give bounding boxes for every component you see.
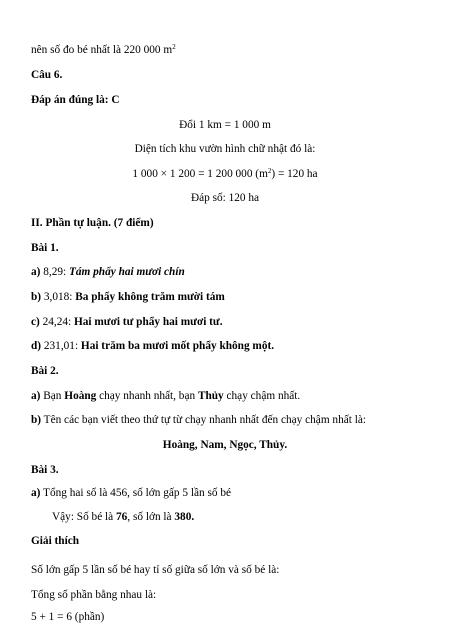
- answer-line: Đáp án đúng là: C: [31, 94, 120, 106]
- calc-part-b: ) = 120 ha: [271, 168, 318, 180]
- item-words: Hai mươi tư phẩy hai mươi tư.: [74, 316, 223, 328]
- section-heading-essay: II. Phần tự luận. (7 điểm): [31, 217, 154, 229]
- ratio-line: Số lớn gấp 5 lần số bé hay tỉ số giữa số lớn và số bé là:: [31, 564, 280, 576]
- name-thuy: Thủy: [197, 390, 224, 402]
- min-area-text: nên số đo bé nhất là 220 000 m: [31, 44, 173, 56]
- final-answer: Đáp số: 120 ha: [190, 192, 260, 204]
- bai1-item-b: [31, 290, 225, 304]
- bai1-item-c: [31, 315, 223, 329]
- heading-bai-3: Bài 3.: [31, 464, 59, 476]
- heading-explanation: Giải thích: [31, 535, 80, 547]
- item-mark: c): [31, 316, 40, 328]
- item-mark: d): [31, 340, 42, 352]
- text-part: chạy nhanh nhất, bạn: [96, 390, 198, 402]
- superscript: 2: [172, 43, 176, 51]
- large-number: 380.: [174, 511, 195, 523]
- item-words: Hai trăm ba mươi mốt phẩy không một.: [80, 340, 275, 352]
- item-mark: b): [31, 414, 42, 426]
- text-part: Tên các bạn viết theo thứ tự từ chạy nhanh nhất đến chạy chậm nhất là:: [41, 414, 366, 426]
- name-hoang: Hoàng: [64, 390, 97, 402]
- superscript: 2: [267, 167, 272, 175]
- area-calculation: [0, 167, 450, 181]
- bai3-part-a: [31, 486, 231, 500]
- bai1-item-a: [31, 265, 185, 279]
- small-number: 76: [116, 511, 128, 523]
- bai2-part-b: [31, 413, 366, 427]
- line-min-area: [31, 43, 176, 57]
- text-part: Tổng hai số là 456, số lớn gấp 5 lần số bé: [40, 487, 231, 499]
- text-part: Vậy: Số bé là: [52, 511, 117, 523]
- text-part: , số lớn là: [127, 511, 175, 523]
- item-number: 231,01:: [41, 340, 81, 352]
- text-part: Bạn: [40, 390, 65, 402]
- item-mark: a): [31, 390, 41, 402]
- item-mark: a): [31, 266, 41, 278]
- running-order: Hoàng, Nam, Ngọc, Thủy.: [162, 439, 288, 451]
- item-number: 3,018:: [41, 291, 76, 303]
- text-part: chạy chậm nhất.: [223, 390, 301, 402]
- total-parts-label: Tổng số phần bằng nhau là:: [31, 589, 157, 601]
- conversion-line: Đổi 1 km = 1 000 m: [179, 119, 271, 131]
- item-words: Ba phẩy không trăm mười tám: [75, 291, 225, 303]
- heading-cau-6: Câu 6.: [31, 69, 63, 81]
- item-mark: b): [31, 291, 42, 303]
- heading-bai-1: Bài 1.: [31, 242, 59, 254]
- bai3-conclusion: [52, 510, 194, 524]
- total-parts-calc: 5 + 1 = 6 (phần): [31, 611, 105, 623]
- calc-part-a: 1 000 × 1 200 = 1 200 000 (m: [132, 168, 268, 180]
- heading-bai-2: Bài 2.: [31, 365, 59, 377]
- item-words: Tám phẩy hai mươi chín: [68, 266, 185, 278]
- item-mark: a): [31, 487, 41, 499]
- area-question: Diện tích khu vườn hình chữ nhật đó là:: [134, 143, 316, 155]
- bai2-part-a: [31, 389, 300, 403]
- item-number: 8,29:: [40, 266, 69, 278]
- item-number: 24,24:: [39, 316, 74, 328]
- bai1-item-d: [31, 339, 274, 353]
